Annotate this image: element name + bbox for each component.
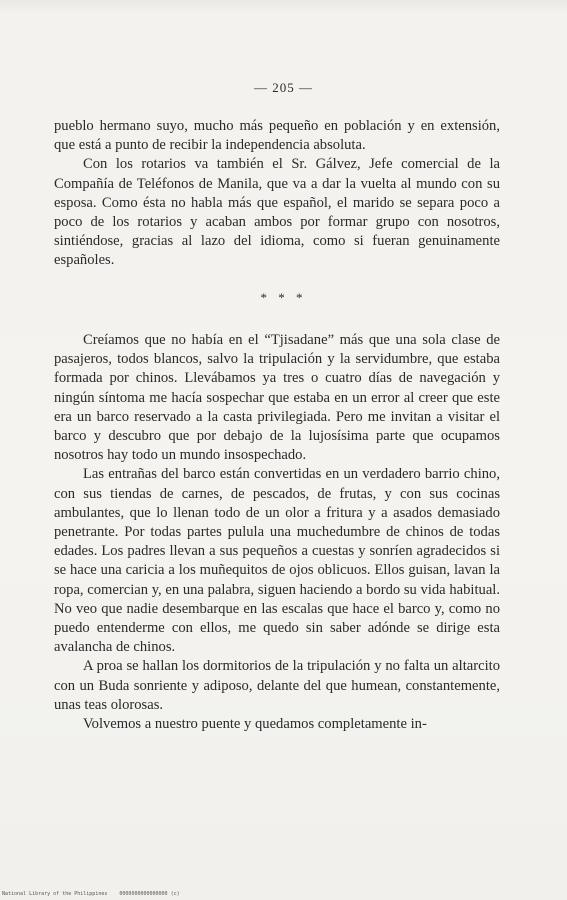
page-number: — 205 — — [254, 80, 313, 95]
text-block-top — [54, 117, 500, 271]
text-block-bottom — [54, 331, 500, 734]
paragraph-0: pueblo hermano suyo, mucho más pequeño en población y en extensión, que está a punto de recibir la independencia absoluta. — [54, 118, 500, 154]
paragraph-3: Las entrañas del barco están convertidas en un verdadero barrio chino, con sus tiendas de carnes, de pescados, de frutas, y con sus cocinas ambulantes, que lo llenan todo de un olor a fritura y a asados demasiado penetrante. Por todas partes pulula una muchedumbre de chinos de todas edades. Los padres llevan a sus pequeños a cuestas y sonríen agradecidos si se hace una caricia a los muñequitos de ojos oblicuos. Ellos guisan, lavan la ropa, comercian y, en una palabra, siguen haciendo a bordo su vida habitual. No veo que nadie desembarque en las escalas que hace el barco y, como no puedo entenderme con ellos, me quedo sin saber adónde se dirige esta avalancha de chinos. — [54, 466, 500, 656]
section-separator: * * * — [260, 290, 307, 305]
scan-footer-watermark: National Library of the Philippines 0000000000000000 (c) — [2, 891, 180, 897]
paragraph-5: Volvemos a nuestro puente y quedamos completamente in- — [83, 716, 427, 733]
paragraph-2: Creíamos que no había en el “Tjisadane” más que una sola clase de pasajeros, todos blancos, salvo la tripulación y la servidumbre, que estaba formada por chinos. Llevábamos ya tres o cuatro días de navegación y ningún síntoma me hacía sospechar que estaba en un error al creer que este era un barco reservado a la casta privilegiada. Pero me invitan a visitar el barco y descubro que por debajo de la lujosísima parte que ocupamos nosotros hay todo un mundo insospechado. — [54, 332, 500, 464]
paragraph-1: Con los rotarios va también el Sr. Gálvez, Jefe comercial de la Compañía de Teléfonos de Manila, que va a dar la vuelta al mundo con su esposa. Como ésta no habla más que español, el marido se separa poco a poco de los rotarios y acaban ambos por formar grupo con nosotros, sintiéndose, gracias al lazo del idioma, como si fueran genuinamente españoles. — [54, 156, 500, 269]
paragraph-4: A proa se hallan los dormitorios de la tripulación y no falta un altarcito con un Buda sonriente y adiposo, delante del que humean, constantemente, unas teas olorosas. — [54, 658, 500, 713]
